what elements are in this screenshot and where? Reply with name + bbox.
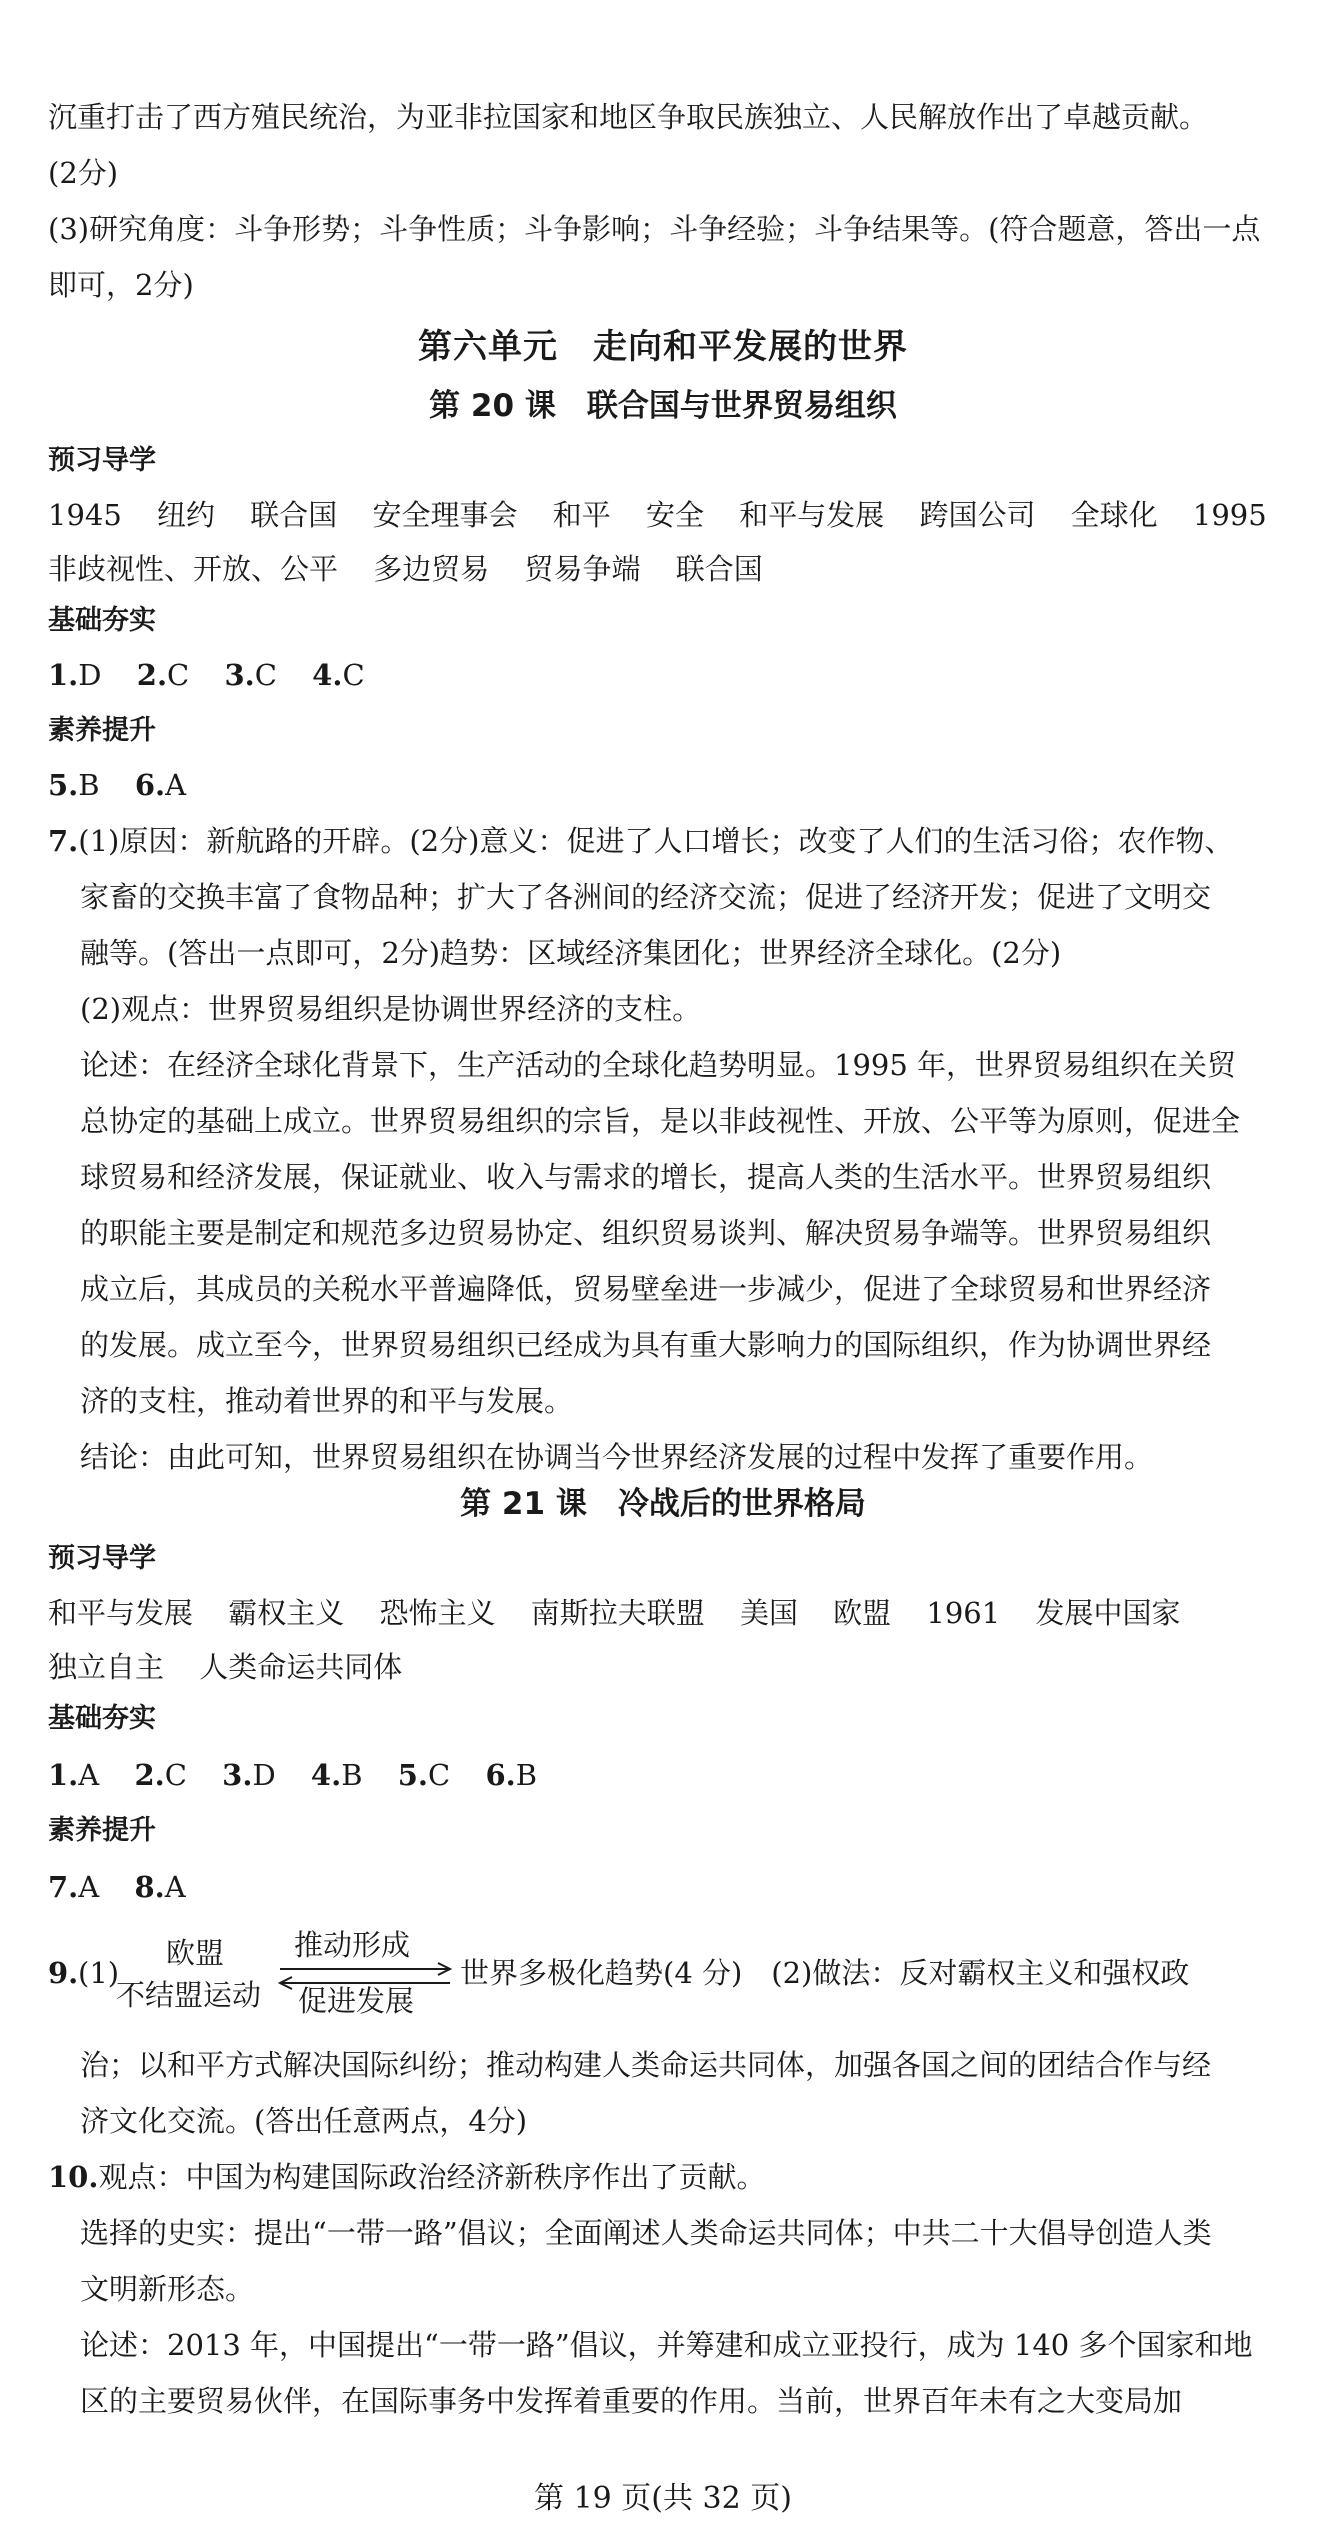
preview-line: 独立自主 人类命运共同体 (48, 1650, 403, 1684)
section-heading: 素养提升 (48, 1815, 156, 1846)
answer-line: 1.A 2.C 3.D 4.B 5.C 6.B (48, 1758, 538, 1792)
q7-line: 家畜的交换丰富了食物品种；扩大了各洲间的经济交流；促进了经济开发；促进了文明交 (80, 880, 1212, 914)
answer-line: 5.B 6.A (48, 768, 187, 802)
section-heading: 基础夯实 (48, 605, 156, 636)
section-heading: 基础夯实 (48, 1703, 156, 1734)
q9-relation-diagram (48, 1925, 1298, 2025)
q9-number: 9. (48, 1956, 79, 1990)
double-arrow-icon (276, 1961, 456, 1991)
q7-line: 结论：由此可知，世界贸易组织在协调当今世界经济发展的过程中发挥了重要作用。 (80, 1440, 1154, 1474)
lesson-20-title: 第 20 课 联合国与世界贸易组织 (429, 388, 897, 424)
q9-line: 济文化交流。(答出任意两点，4分) (80, 2104, 528, 2138)
arrow-top-label: 推动形成 (294, 1928, 411, 1962)
intro-line: (2分) (48, 156, 119, 190)
intro-line: (3)研究角度：斗争形势；斗争性质；斗争影响；斗争经验；斗争结果等。(符合题意，答出一点 (48, 212, 1261, 246)
q7-line: (2)观点：世界贸易组织是协调世界经济的支柱。 (80, 992, 702, 1026)
q10-line: 论述：2013 年，中国提出“一带一路”倡议，并筹建和成立亚投行，成为 140 多个国家和地 (80, 2328, 1253, 2362)
q7-line: 的职能主要是制定和规范多边贸易协定、组织贸易谈判、解决贸易争端等。世界贸易组织 (80, 1216, 1212, 1250)
q10-line: 选择的史实：提出“一带一路”倡议；全面阐述人类命运共同体；中共二十大倡导创造人类 (80, 2216, 1212, 2250)
answer-line: 7.A 8.A (48, 1870, 186, 1904)
section-heading: 预习导学 (48, 445, 156, 476)
diagram-node-eu: 欧盟 (166, 1936, 225, 1970)
lesson-21-title: 第 21 课 冷战后的世界格局 (460, 1486, 866, 1522)
intro-line: 即可，2分) (48, 268, 194, 302)
intro-line: 沉重打击了西方殖民统治，为亚非拉国家和地区争取民族独立、人民解放作出了卓越贡献。 (48, 100, 1209, 134)
q9-line: 治；以和平方式解决国际纠纷；推动构建人类命运共同体，加强各国之间的团结合作与经 (80, 2048, 1212, 2082)
q10-line: 区的主要贸易伙伴，在国际事务中发挥着重要的作用。当前，世界百年未有之大变局加 (80, 2384, 1183, 2418)
q7-line: 融等。(答出一点即可，2分)趋势：区域经济集团化；世界经济全球化。(2分) (80, 936, 1062, 970)
q7-line: 总协定的基础上成立。世界贸易组织的宗旨，是以非歧视性、开放、公平等为原则，促进全 (80, 1104, 1241, 1138)
q9-part-label: (1) (78, 1956, 120, 1990)
q7-line: 的发展。成立至今，世界贸易组织已经成为具有重大影响力的国际组织，作为协调世界经 (80, 1328, 1212, 1362)
diagram-result: 世界多极化趋势(4 分) (2)做法：反对霸权主义和强权政 (460, 1956, 1190, 1990)
q7-line: 7.(1)原因：新航路的开辟。(2分)意义：促进了人口增长；改变了人们的生活习俗；农作物、 (48, 824, 1234, 858)
answer-line: 1.D 2.C 3.C 4.C (48, 658, 365, 692)
unit-title: 第六单元 走向和平发展的世界 (418, 327, 908, 367)
diagram-node-nam: 不结盟运动 (116, 1978, 262, 2012)
q7-line: 成立后，其成员的关税水平普遍降低，贸易壁垒进一步减少，促进了全球贸易和世界经济 (80, 1272, 1212, 1306)
q10-line: 文明新形态。 (80, 2272, 255, 2306)
q10-line: 10.观点：中国为构建国际政治经济新秩序作出了贡献。 (48, 2160, 766, 2194)
page-footer: 第 19 页(共 32 页) (534, 2481, 792, 2516)
section-heading: 素养提升 (48, 715, 156, 746)
q7-line: 论述：在经济全球化背景下，生产活动的全球化趋势明显。1995 年，世界贸易组织在关贸 (80, 1048, 1237, 1082)
q7-line: 球贸易和经济发展，保证就业、收入与需求的增长，提高人类的生活水平。世界贸易组织 (80, 1160, 1212, 1194)
q7-line: 济的支柱，推动着世界的和平与发展。 (80, 1384, 574, 1418)
section-heading: 预习导学 (48, 1543, 156, 1574)
arrow-bottom-label: 促进发展 (298, 1984, 415, 2018)
preview-line: 非歧视性、开放、公平 多边贸易 贸易争端 联合国 (48, 552, 763, 586)
preview-line: 1945 纽约 联合国 安全理事会 和平 安全 和平与发展 跨国公司 全球化 1995 (48, 498, 1267, 532)
preview-line: 和平与发展 霸权主义 恐怖主义 南斯拉夫联盟 美国 欧盟 1961 发展中国家 (48, 1596, 1181, 1630)
